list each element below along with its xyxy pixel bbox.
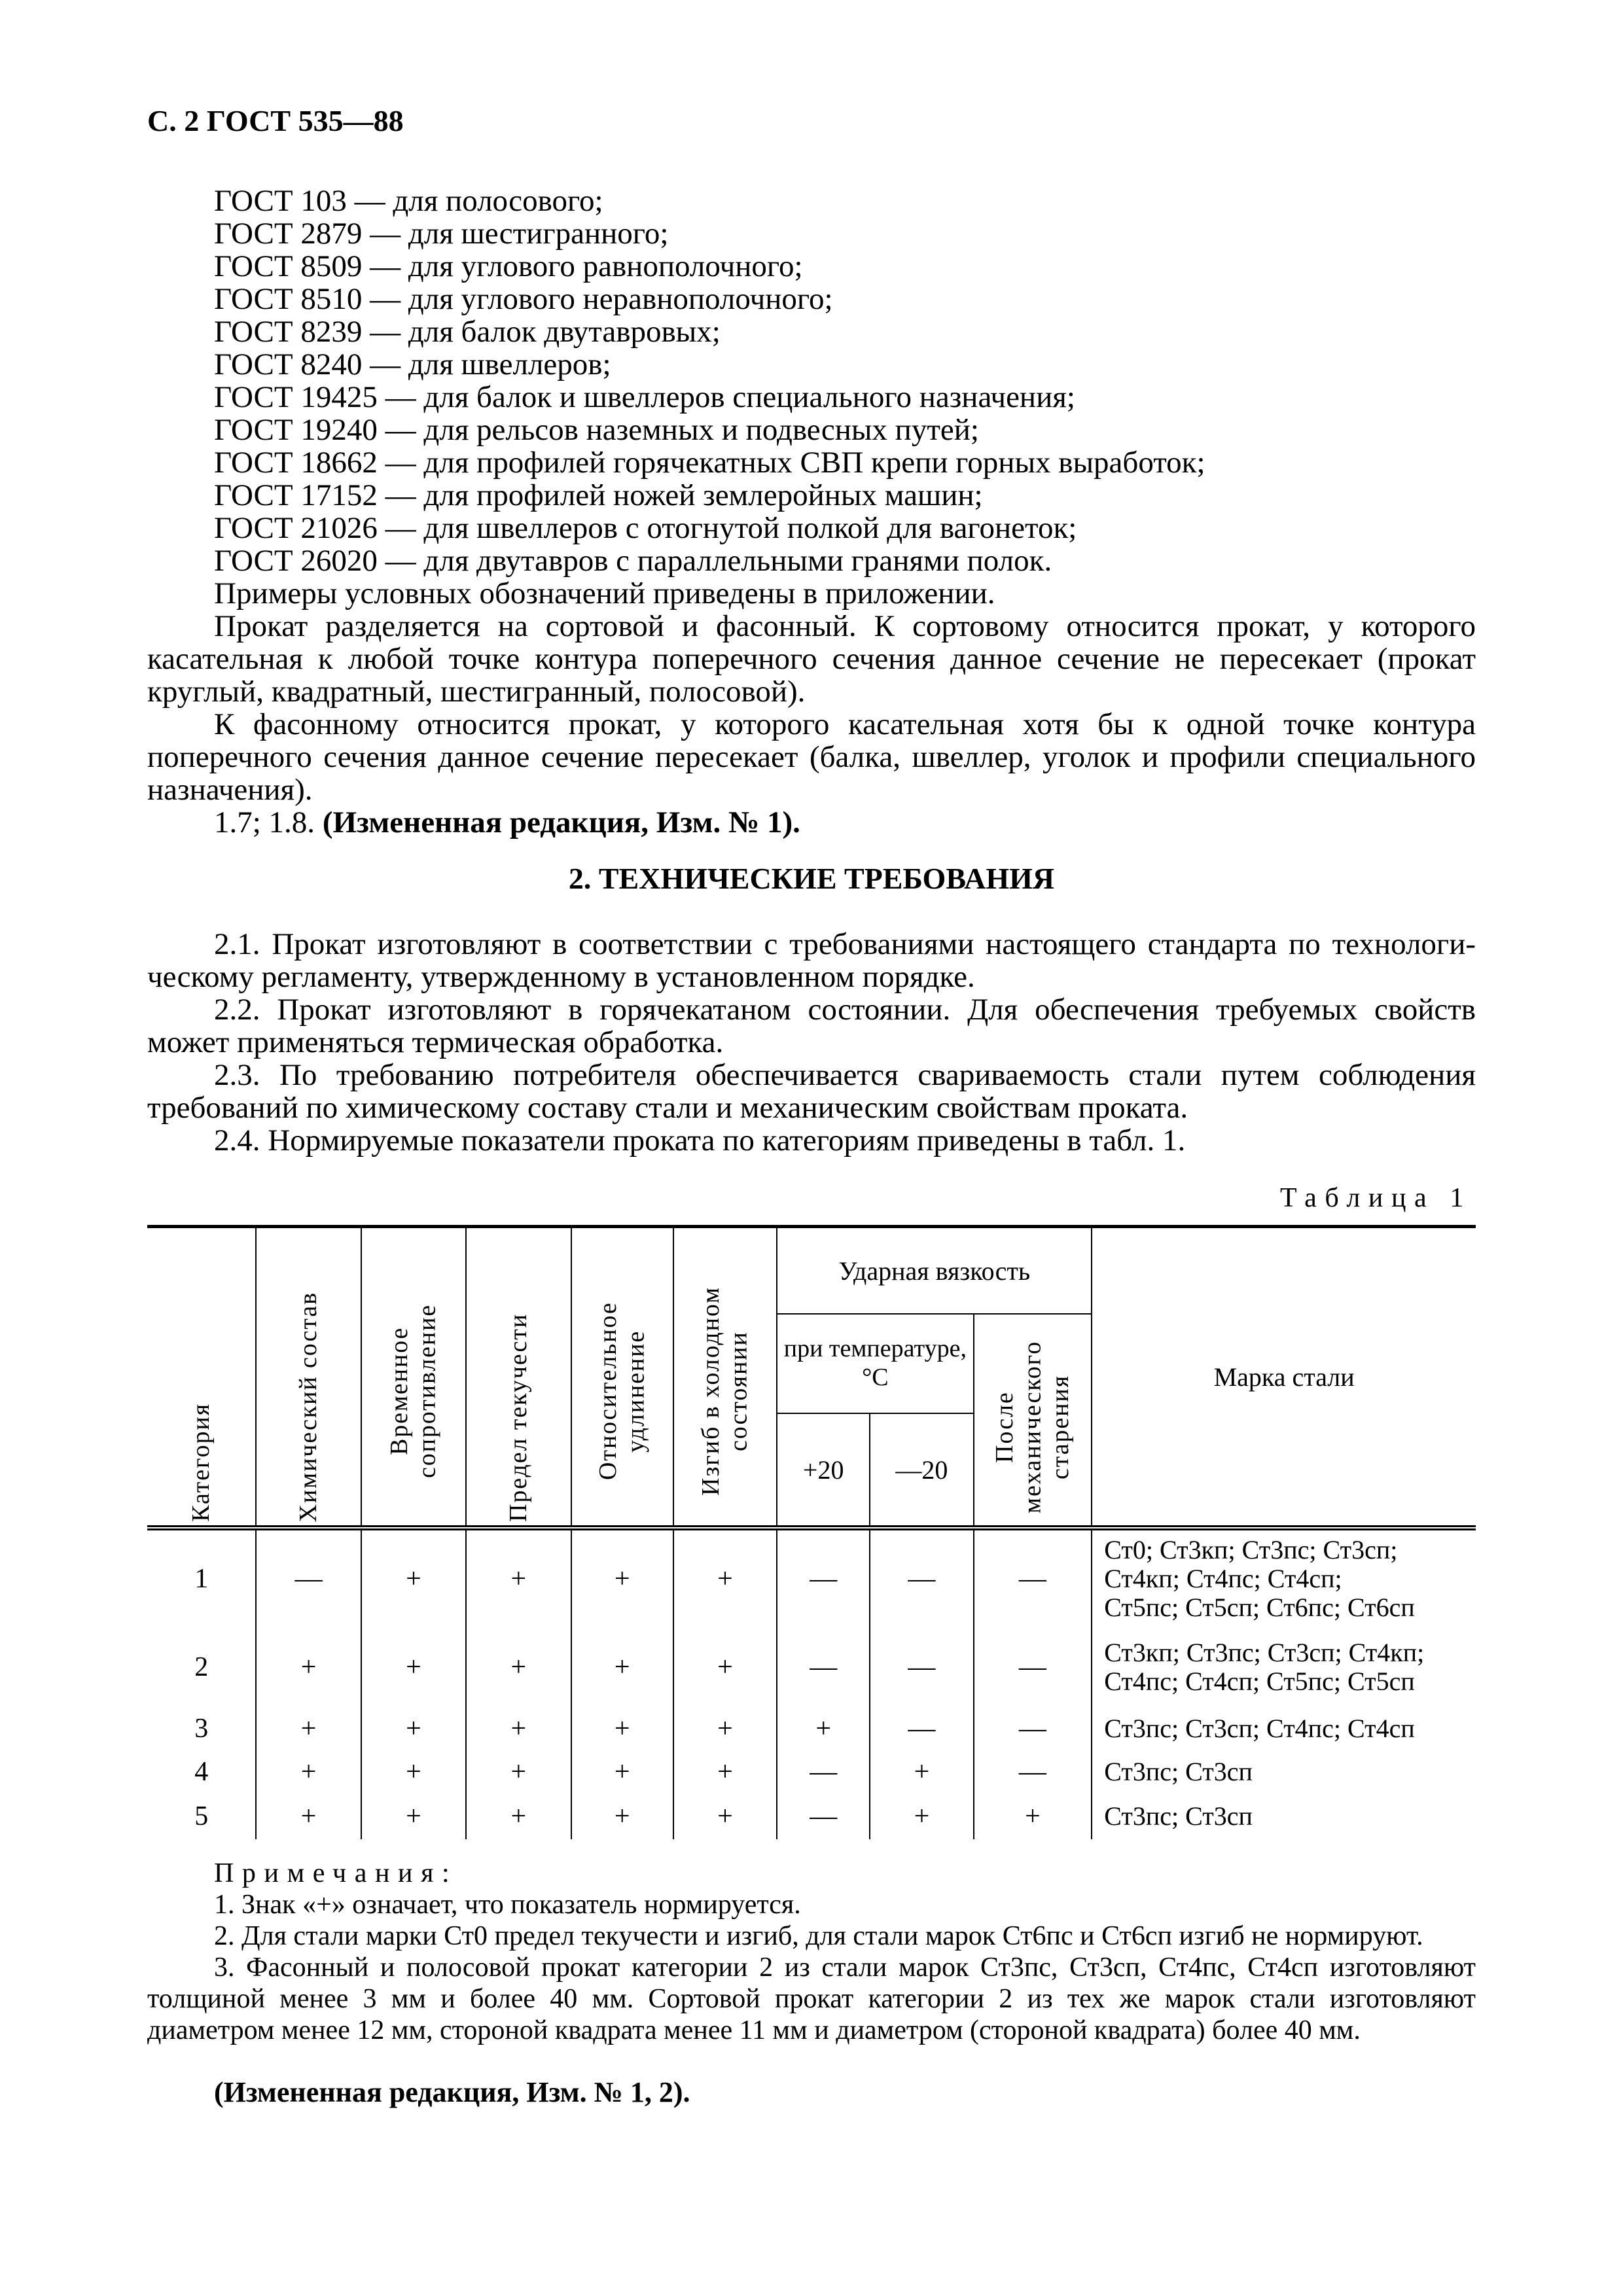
cell-tensile: + bbox=[361, 1750, 466, 1793]
gost-reference: ГОСТ 2879 — для шестигранного; bbox=[214, 217, 669, 251]
clause-2-4: 2.4. Нормируемые показатели проката по категориям приведены в табл. 1. bbox=[214, 1123, 1186, 1157]
col-header-yield-label: Предел текучести bbox=[505, 1313, 533, 1522]
cell-yield: + bbox=[466, 1627, 571, 1707]
cell-minus20: — bbox=[870, 1528, 973, 1627]
col-header-elongation bbox=[571, 1227, 673, 1528]
cell-chemical: + bbox=[256, 1750, 361, 1793]
cell-chemical: — bbox=[256, 1528, 361, 1627]
paragraph-examples: Примеры условных обозначений приведены в приложении. bbox=[214, 576, 995, 610]
col-header-cold-bend bbox=[673, 1227, 777, 1528]
table-row bbox=[147, 1793, 1476, 1839]
col-header-yield bbox=[466, 1227, 571, 1528]
cell-chemical: + bbox=[256, 1707, 361, 1750]
paragraph-sortovoy: Прокат разделяется на сортовой и фасонный. К сортовому относится прокат, у которого касательная к любой точке контура поперечного сечения данное сечение не пересекает (прокат круглый, квадратный, шестигранный, полосовой). bbox=[147, 609, 1476, 709]
categories-table bbox=[147, 1225, 1476, 1839]
gost-reference: ГОСТ 8240 — для швеллеров; bbox=[214, 347, 611, 381]
table-header bbox=[147, 1227, 1476, 1528]
notes-block bbox=[147, 1858, 1476, 2046]
col-header-after-aging bbox=[974, 1314, 1092, 1528]
cell-after-aging: — bbox=[974, 1707, 1092, 1750]
cell-cold-bend: + bbox=[673, 1750, 777, 1793]
col-header-grade: Марка стали bbox=[1092, 1227, 1476, 1528]
col-header-minus20: —20 bbox=[870, 1413, 973, 1528]
table-row bbox=[147, 1750, 1476, 1793]
cell-chemical: + bbox=[256, 1793, 361, 1839]
cell-plus20: — bbox=[777, 1750, 870, 1793]
col-header-tensile bbox=[361, 1227, 466, 1528]
table-row bbox=[147, 1528, 1476, 1627]
cell-after-aging: — bbox=[974, 1627, 1092, 1707]
amendment-prefix: 1.7; 1.8. bbox=[214, 805, 323, 839]
gost-reference: ГОСТ 21026 — для швеллеров с отогнутой полкой для вагонеток; bbox=[214, 511, 1077, 545]
cell-cold-bend: + bbox=[673, 1627, 777, 1707]
cell-plus20: + bbox=[777, 1707, 870, 1750]
col-header-category-label: Категория bbox=[187, 1403, 215, 1522]
gost-reference-list bbox=[147, 185, 1476, 577]
cell-elongation: + bbox=[571, 1627, 673, 1707]
page-header: С. 2 ГОСТ 535—88 bbox=[147, 104, 404, 137]
amendment-bold-text: (Измененная редакция, Изм. № 1). bbox=[322, 805, 800, 839]
cell-yield: + bbox=[466, 1793, 571, 1839]
cell-tensile: + bbox=[361, 1528, 466, 1627]
gost-reference: ГОСТ 19425 — для балок и швеллеров специального назначения; bbox=[214, 380, 1075, 414]
cell-elongation: + bbox=[571, 1707, 673, 1750]
cell-yield: + bbox=[466, 1750, 571, 1793]
table-caption: Таблица 1 bbox=[1279, 1183, 1472, 1213]
cell-grade: Ст3пс; Ст3сп bbox=[1092, 1750, 1476, 1793]
col-header-tensile-label: Временное сопротивление bbox=[385, 1303, 441, 1479]
col-subheader-at-temperature: при температуре, °С bbox=[777, 1314, 973, 1413]
note-item-3: 3. Фасонный и полосовой прокат категории 2 из стали марок Ст3пс, Ст3сп, Ст4пс, Ст4сп изготовляют толщиной менее 3 мм и более 40 мм. Сортовой прокат категории 2 из тех же марок стали изготовляют диаметром менее 12 мм, стороной квадрата менее 11 мм и диаметром (стороной квадрата) более 40 мм. bbox=[147, 1952, 1476, 2045]
col-header-chemical-label: Химический состав bbox=[294, 1291, 323, 1522]
amendment-reference-1 bbox=[147, 806, 1476, 839]
clause-2-1: 2.1. Прокат изготовляют в соответствии с требованиями настоящего стандарта по технологи-ческому регламенту, утвержденному в установленном порядке. bbox=[147, 927, 1476, 994]
cell-elongation: + bbox=[571, 1793, 673, 1839]
cell-category: 5 bbox=[194, 1801, 209, 1831]
cell-tensile: + bbox=[361, 1707, 466, 1750]
clause-2-2: 2.2. Прокат изготовляют в горячекатаном состоянии. Для обеспечения требуемых свойств может применяться термическая обработка. bbox=[147, 993, 1476, 1059]
col-header-chemical bbox=[256, 1227, 361, 1528]
gost-reference: ГОСТ 103 — для полосового; bbox=[214, 184, 603, 218]
cell-after-aging: + bbox=[974, 1793, 1092, 1839]
cell-category: 4 bbox=[194, 1757, 209, 1787]
amendment-reference-2: (Измененная редакция, Изм. № 1, 2). bbox=[214, 2076, 690, 2108]
cell-minus20: — bbox=[870, 1707, 973, 1750]
cell-cold-bend: + bbox=[673, 1793, 777, 1839]
cell-category: 3 bbox=[194, 1714, 209, 1744]
cell-tensile: + bbox=[361, 1627, 466, 1707]
cell-elongation: + bbox=[571, 1750, 673, 1793]
col-header-cold-bend-label: Изгиб в холодном состоянии bbox=[697, 1286, 753, 1496]
cell-chemical: + bbox=[256, 1627, 361, 1707]
table-row bbox=[147, 1627, 1476, 1707]
gost-reference: ГОСТ 8510 — для углового неравнополочного; bbox=[214, 282, 833, 316]
cell-yield: + bbox=[466, 1707, 571, 1750]
gost-reference: ГОСТ 18662 — для профилей горячекатных СВП крепи горных выработок; bbox=[214, 446, 1205, 480]
col-header-plus20: +20 bbox=[777, 1413, 870, 1528]
cell-minus20: + bbox=[870, 1750, 973, 1793]
cell-category: 2 bbox=[194, 1652, 209, 1682]
cell-tensile: + bbox=[361, 1793, 466, 1839]
cell-plus20: — bbox=[777, 1528, 870, 1627]
col-header-elongation-label: Относительное удлинение bbox=[594, 1301, 650, 1481]
table-body bbox=[147, 1528, 1476, 1839]
cell-grade: Ст0; Ст3кп; Ст3пс; Ст3сп; Ст4кп; Ст4пс; Ст4сп; Ст5пс; Ст5сп; Ст6пс; Ст6сп bbox=[1092, 1528, 1476, 1627]
gost-reference: ГОСТ 8239 — для балок двутавровых; bbox=[214, 315, 721, 349]
cell-yield: + bbox=[466, 1528, 571, 1627]
cell-after-aging: — bbox=[974, 1750, 1092, 1793]
gost-reference: ГОСТ 26020 — для двутавров с параллельными гранями полок. bbox=[214, 544, 1052, 578]
cell-grade: Ст3кп; Ст3пс; Ст3сп; Ст4кп; Ст4пс; Ст4сп; Ст5пс; Ст5сп bbox=[1092, 1627, 1476, 1707]
cell-grade: Ст3пс; Ст3сп bbox=[1092, 1793, 1476, 1839]
gost-reference: ГОСТ 19240 — для рельсов наземных и подвесных путей; bbox=[214, 413, 979, 447]
cell-grade: Ст3пс; Ст3сп; Ст4пс; Ст4сп bbox=[1092, 1707, 1476, 1750]
cell-elongation: + bbox=[571, 1528, 673, 1627]
paragraph-fasonny: К фасонному относится прокат, у которого касательная хотя бы к одной точке контура поперечного сечения данное сечение пересекает (балка, швеллер, уголок и профили специального назначения). bbox=[147, 707, 1476, 807]
cell-cold-bend: + bbox=[673, 1707, 777, 1750]
gost-reference: ГОСТ 8509 — для углового равнополочного; bbox=[214, 249, 803, 283]
gost-reference: ГОСТ 17152 — для профилей ножей землеройных машин; bbox=[214, 478, 983, 512]
note-item-1: 1. Знак «+» означает, что показатель нормируется. bbox=[214, 1890, 801, 1920]
cell-minus20: — bbox=[870, 1627, 973, 1707]
clause-2-3: 2.3. По требованию потребителя обеспечивается свариваемость стали путем соблюдения требований по химическому составу стали и механическим свойствам проката. bbox=[147, 1058, 1476, 1125]
table-row bbox=[147, 1707, 1476, 1750]
cell-after-aging: — bbox=[974, 1528, 1092, 1627]
cell-minus20: + bbox=[870, 1793, 973, 1839]
cell-plus20: — bbox=[777, 1627, 870, 1707]
col-group-impact-toughness: Ударная вязкость bbox=[777, 1227, 1092, 1315]
notes-title: Примечания: bbox=[214, 1858, 458, 1888]
cell-plus20: — bbox=[777, 1793, 870, 1839]
col-header-after-aging-label: После механического старения bbox=[991, 1340, 1075, 1514]
cell-category: 1 bbox=[194, 1564, 209, 1594]
col-header-category bbox=[147, 1227, 256, 1528]
cell-cold-bend: + bbox=[673, 1528, 777, 1627]
clauses-block bbox=[147, 928, 1476, 1157]
section-title: 2. ТЕХНИЧЕСКИЕ ТРЕБОВАНИЯ bbox=[568, 862, 1055, 895]
note-item-2: 2. Для стали марки Ст0 предел текучести и изгиб, для стали марок Ст6пс и Ст6сп изгиб не нормируют. bbox=[214, 1921, 1423, 1951]
